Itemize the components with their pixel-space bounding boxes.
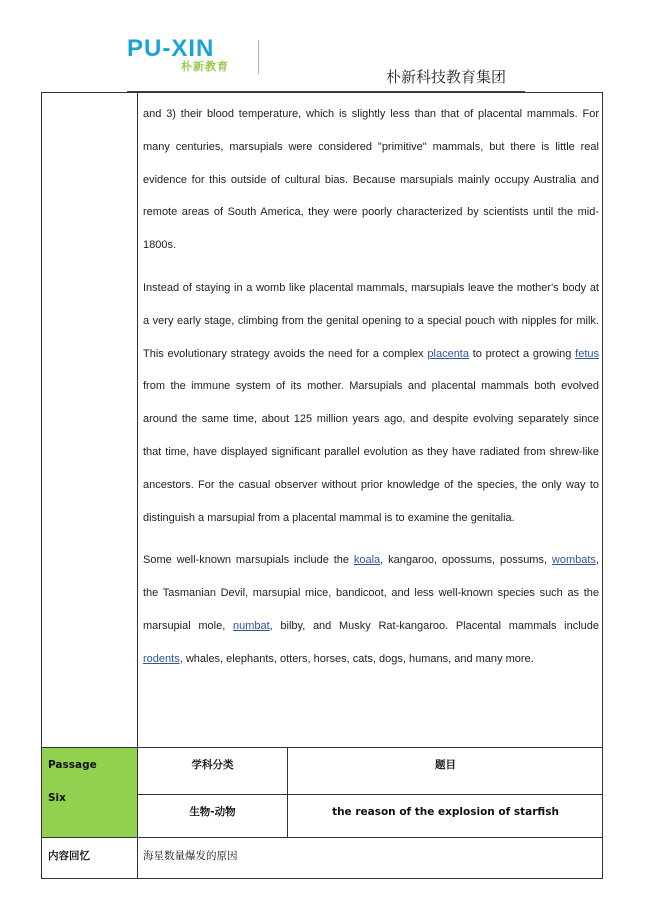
title-header: 题目 [435, 759, 456, 771]
subject-value: 生物-动物 [189, 806, 236, 818]
logo-divider [258, 40, 259, 74]
paragraph-text: Some well-known marsupials include the [143, 554, 354, 567]
passage-text [143, 98, 599, 676]
paragraph [143, 98, 599, 262]
link-fetus[interactable]: fetus [575, 347, 599, 360]
row-divider [41, 747, 603, 748]
paragraph-text: from the immune system of its mother. Marsupials and placental mammals both evolved around the same time, about 125 million years ago, and despite evolving separately since that time, have displayed significant parallel evolution as they have radiated from shrew-like ancestors. For the casual observer without prior knowledge of the species, the only way to distinguish a marsupial from a placental mammal is to examine the genitalia. [143, 380, 599, 524]
link-wombats[interactable]: wombats [551, 554, 596, 567]
paragraph-text: to protect a growing [468, 347, 576, 360]
paragraph-text: , bilby, and Musky Rat-kangaroo. Placental mammals include [269, 619, 599, 632]
company-name: 朴新科技教育集团 [386, 68, 507, 86]
subject-header: 学科分类 [191, 759, 234, 771]
row-divider [137, 794, 603, 795]
passage-label-line1: Passage [48, 759, 97, 771]
title-value: the reason of the explosion of starfish [332, 806, 559, 818]
paragraph-text: , whales, elephants, otters, horses, cats, dogs, humans, and many more. [179, 652, 534, 665]
paragraph-text: , kangaroo, opossums, possums, [380, 554, 552, 567]
paragraph-text: Instead of staying in a womb like placental mammals, marsupials leave the mother's body at a very early stage, climbing from the genital opening to a special pouch with nipples for milk. This evolutionary strategy avoids the need for a complex [143, 281, 599, 360]
paragraph [143, 544, 599, 675]
logo-subtitle: 朴新教育 [181, 60, 229, 73]
paragraph-text: and 3) their blood temperature, which is slightly less than that of placental mammals. For many centuries, marsupials were considered "primitive" mammals, but there is little real evidence for this outside of cultural bias. Because marsupials mainly occupy Australia and remote areas of South America, they were poorly characterized by scientists until the mid-1800s. [143, 108, 599, 252]
recall-label: 内容回忆 [48, 850, 90, 862]
recall-value: 海星数量爆发的原因 [143, 850, 238, 862]
row-divider [41, 837, 603, 838]
link-koala[interactable]: koala [353, 554, 381, 567]
link-numbat[interactable]: numbat [232, 619, 270, 632]
paragraph [143, 272, 599, 534]
paragraph-text: , the Tasmanian Devil, marsupial mice, bandicoot, and less well-known species such as the marsupial mole, [143, 554, 599, 632]
link-placenta[interactable]: placenta [427, 347, 469, 360]
link-rodents[interactable]: rodents [143, 652, 180, 665]
company-logo [127, 36, 267, 80]
passage-label-line2: Six [48, 792, 66, 804]
logo-text: PU-XIN [127, 35, 215, 62]
